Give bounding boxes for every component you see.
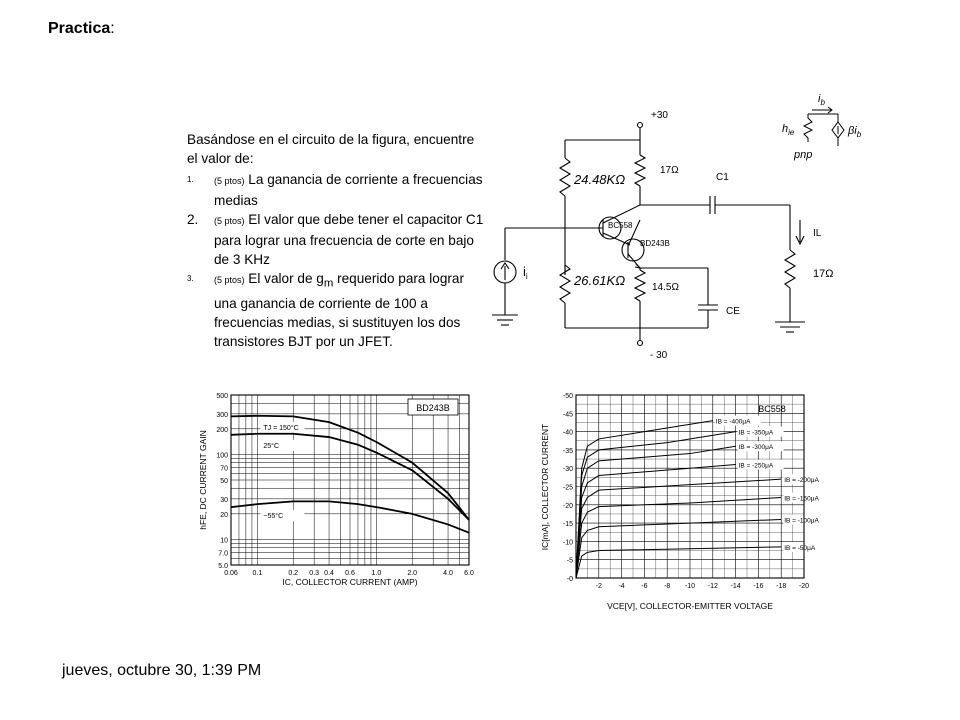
problem-item-text-sub: m xyxy=(323,277,334,290)
model-beta-main: βi xyxy=(848,125,857,137)
x-tick-label: 0.1 xyxy=(252,570,263,577)
ic-series-label: IB = -400μA xyxy=(715,418,751,426)
x-tick-label: 0.6 xyxy=(345,570,355,577)
y-tick-label: -10 xyxy=(562,539,573,547)
y-tick-label: -35 xyxy=(562,447,573,455)
timestamp: jueves, octubre 30, 1:39 PM xyxy=(62,662,262,679)
problem-item-points: (5 ptos) xyxy=(214,216,245,226)
model-ib-sub: b xyxy=(820,98,825,107)
ic-series-label: IB = -350μA xyxy=(738,429,774,437)
x-tick-label: -2 xyxy=(595,583,602,590)
re-label: 14.5Ω xyxy=(652,282,679,293)
y-tick-label: 100 xyxy=(216,452,228,460)
x-tick-label: -6 xyxy=(641,583,648,590)
y-tick-label: 10 xyxy=(220,537,228,545)
problem-item-text: El valor que debe tener el capacitor C1 para lograr una frecuencia de corte en bajo de 3 KHz xyxy=(214,212,484,267)
ic-series-label: IB = -100μA xyxy=(784,517,819,525)
x-tick-label: -14 xyxy=(730,583,741,590)
vplus-label: +30 xyxy=(651,110,668,121)
x-tick-label: 6.0 xyxy=(464,570,474,577)
problem-item-3 xyxy=(187,269,487,351)
y-tick-label: 70 xyxy=(220,465,228,473)
problem-item-points: (5 ptos) xyxy=(214,275,245,285)
source-label-main: i xyxy=(523,264,526,279)
r1-resistor xyxy=(560,158,570,196)
q2-label: BD243B xyxy=(640,239,670,248)
x-tick-label: -4 xyxy=(618,583,625,590)
hfe-chart-title: BD243B xyxy=(416,403,450,413)
small-signal-model xyxy=(772,86,902,166)
problem-item-points: (5 ptos) xyxy=(214,176,245,186)
y-tick-label: -5 xyxy=(566,557,573,565)
source-label-sub: i xyxy=(525,272,528,281)
y-tick-label: 7.0 xyxy=(218,550,228,558)
hfe-chart xyxy=(193,387,483,602)
x-tick-label: 1.0 xyxy=(371,570,382,577)
y-tick-label: -15 xyxy=(562,521,573,529)
y-tick-label: -50 xyxy=(562,393,573,400)
ic-series-label: IB = -250μA xyxy=(738,462,774,470)
model-hie-sub: ie xyxy=(788,128,795,137)
ic-series-label: IB = -200μA xyxy=(784,477,819,485)
problem-intro: Basándose en el circuito de la figura, encuentre el valor de: xyxy=(187,132,475,166)
y-tick-label: 5.0 xyxy=(218,563,228,570)
y-tick-label: -30 xyxy=(562,466,573,474)
y-tick-label: 500 xyxy=(216,393,228,400)
y-tick-label: -25 xyxy=(562,484,573,492)
problem-item-text: La ganancia de corriente a frecuencias medias xyxy=(214,172,483,208)
ce-label: CE xyxy=(726,306,740,317)
y-tick-label: 300 xyxy=(216,411,228,419)
ic-series-label: IB = -150μA xyxy=(784,495,819,503)
vminus-terminal xyxy=(638,341,643,346)
y-tick-label: -20 xyxy=(562,502,573,510)
source-label xyxy=(523,264,528,281)
rc-resistor xyxy=(635,155,645,186)
ic-vce-chart xyxy=(540,387,830,612)
problem-item-number: 1. xyxy=(187,175,194,184)
y-tick-label: -45 xyxy=(562,411,573,419)
problem-item-text-post: requerido para lograr una ganancia de corriente de 100 a frecuencias medias, si sustituyen los dos transistores BJT por un JFET. xyxy=(214,271,465,349)
r1-label: 24.48KΩ xyxy=(574,172,626,187)
model-ib-label xyxy=(818,93,825,107)
hfe-chart-xlabel: IC, COLLECTOR CURRENT (AMP) xyxy=(282,577,418,587)
ic-series-label: IB = -300μA xyxy=(738,444,774,452)
circuit-schematic xyxy=(490,100,834,375)
x-tick-label: -10 xyxy=(684,583,696,590)
model-hie-label xyxy=(782,123,795,137)
problem-list xyxy=(187,170,487,351)
c1-label: C1 xyxy=(716,172,729,183)
x-tick-label: 2.0 xyxy=(407,570,418,577)
x-tick-label: -8 xyxy=(664,583,671,590)
rc-label: 17Ω xyxy=(660,165,679,176)
page-title xyxy=(48,20,115,38)
model-ib-main: i xyxy=(818,93,821,105)
model-hie-main: h xyxy=(782,123,789,135)
x-tick-label: -18 xyxy=(776,583,787,590)
x-tick-label: 0.2 xyxy=(288,570,299,577)
vplus-terminal xyxy=(638,123,643,128)
problem-item-1 xyxy=(187,170,487,210)
x-tick-label: -12 xyxy=(707,583,718,590)
y-tick-label: 30 xyxy=(220,496,228,504)
model-beta-sub: b xyxy=(856,130,862,139)
y-tick-label: 200 xyxy=(216,426,228,434)
hfe-chart-ylabel: hFE, DC CURRENT GAIN xyxy=(198,430,208,530)
r2-label: 26.61KΩ xyxy=(574,273,626,288)
model-type-label: pnp xyxy=(794,149,813,161)
x-tick-label: 0.06 xyxy=(224,570,238,577)
x-tick-label: 0.4 xyxy=(324,570,334,577)
ic-series-label: IB = -50μA xyxy=(784,544,816,552)
x-tick-label: -20 xyxy=(798,583,810,590)
hfe-series-label: 25°C xyxy=(263,442,280,450)
rl-resistor xyxy=(785,250,795,288)
hfe-series-label: −55°C xyxy=(263,513,284,521)
re-resistor xyxy=(635,270,645,301)
y-tick-label: 20 xyxy=(220,511,228,519)
problem-item-number: 2. xyxy=(187,212,199,227)
y-tick-label: -40 xyxy=(562,429,573,437)
ic-vce-chart-xlabel: VCE[V], COLLECTOR-EMITTER VOLTAGE xyxy=(607,601,773,611)
x-tick-label: 4.0 xyxy=(443,570,453,577)
x-tick-label: 0.3 xyxy=(309,570,320,577)
y-tick-label: 50 xyxy=(220,478,228,485)
rl-label: 17Ω xyxy=(813,268,834,280)
y-tick-label: -0 xyxy=(566,576,573,583)
hfe-series-label: TJ = 150°C xyxy=(263,424,299,432)
ic-vce-chart-ylabel: IC[mA], COLLECTOR CURRENT xyxy=(540,423,550,551)
x-tick-label: -16 xyxy=(753,583,764,590)
page-title-main: Practica xyxy=(48,20,111,37)
ic-vce-chart-title: BC558 xyxy=(758,404,786,414)
problem-statement xyxy=(187,130,487,351)
il-label: IL xyxy=(813,228,822,239)
page-title-suffix: : xyxy=(110,20,115,37)
q1-label: BC558 xyxy=(608,221,633,230)
problem-item-2 xyxy=(187,210,487,269)
model-beta-label xyxy=(847,125,862,139)
model-hie-resistor xyxy=(804,114,812,142)
problem-item-text-pre: El valor de g xyxy=(248,271,324,286)
problem-item-number: 3. xyxy=(187,274,194,283)
vminus-label: - 30 xyxy=(650,350,668,361)
